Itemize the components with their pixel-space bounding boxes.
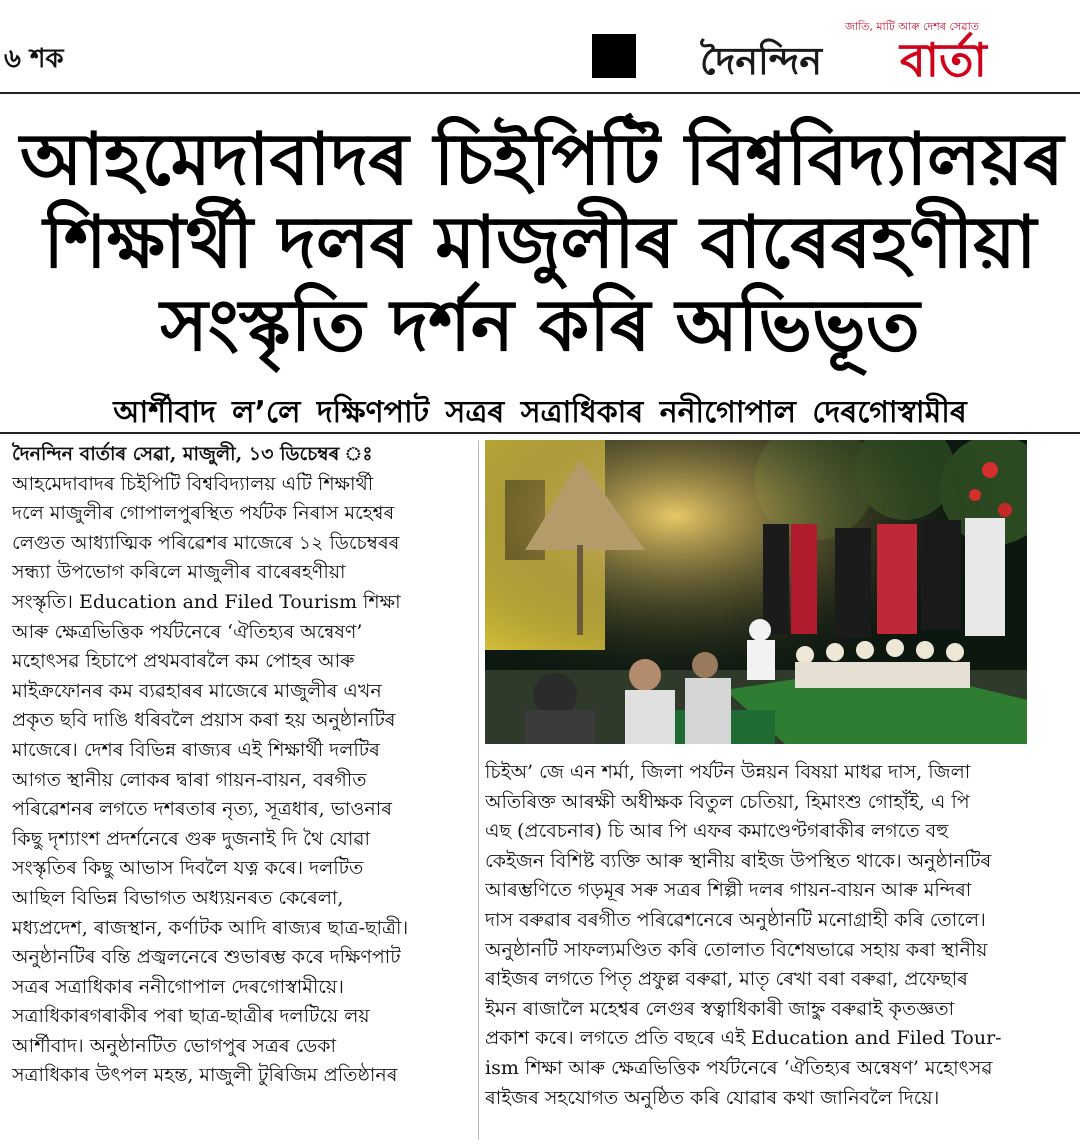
masthead-title-accent: বাৰ্তা — [900, 33, 987, 87]
body-line: ৰাইজৰ সহযোগত অনুষ্ঠিত কৰি যোৱাৰ কথা জানিবলৈ দিয়ে। — [485, 1086, 940, 1109]
body-line: দাস বৰুৱাৰ বৰগীত পৰিৱেশনেৰে অনুষ্ঠানটি মনোগ্ৰাহী কৰি তোলে। — [485, 908, 986, 931]
body-line: অনুষ্ঠানটি সাফল্যমণ্ডিত কৰি তোলাত বিশেষভাৱে সহায় কৰা স্থানীয় — [485, 938, 988, 961]
article-column-left — [12, 440, 472, 1140]
body-line: দলে মাজুলীৰ গোপালপুৰস্থিত পৰ্যটক নিৰাস মহেশ্বৰ — [12, 502, 395, 525]
article-headline — [20, 117, 1064, 367]
body-line: সংস্কৃতি। Education and Filed Tourism শিক্ষা — [12, 590, 401, 613]
headline-line: শিক্ষাৰ্থী দলৰ মাজুলীৰ বাৰেৰহণীয়া — [43, 200, 1037, 284]
body-line: আগত স্থানীয় লোকৰ দ্বাৰা গায়ন-বায়ন, বৰগীত — [12, 768, 367, 791]
body-line: ism শিক্ষা আৰু ক্ষেত্ৰভিত্তিক পৰ্যটনেৰে ‘ঐতিহ্যৰ অন্বেষণ’ মহোৎসৱ — [485, 1056, 993, 1079]
body-line: প্ৰকৃত ছবি দাঙি ধৰিবলৈ প্ৰয়াস কৰা হয় অনুষ্ঠানটিৰ — [12, 709, 396, 732]
article-photo — [485, 440, 1027, 744]
body-line: আহমেদাবাদৰ চিইপিটি বিশ্ববিদ্যালয় এটি শিক্ষাৰ্থী — [12, 472, 374, 495]
body-line: আৰ্শীবাদ। অনুষ্ঠানটিত ভোগপুৰ সত্ৰৰ ডেকা — [12, 1034, 337, 1057]
body-line: প্ৰকাশ কৰে। লগতে প্ৰতি বছৰে এই Education and Filed Tour- — [485, 1027, 1002, 1050]
body-line: সংস্কৃতিৰ কিছু আভাস দিবলৈ যত্ন কৰে। দলটিত — [12, 857, 364, 880]
header-rule — [0, 92, 1080, 94]
body-line: চিইঅ’ জে এন শৰ্মা, জিলা পৰ্যটন উন্নয়ন বিষয়া মাধৱ দাস, জিলা — [485, 761, 971, 783]
article-dateline: দৈনন্দিন বাৰ্তাৰ সেৱা, মাজুলী, ১৩ ডিচেম্বৰ ঃ — [12, 443, 373, 465]
body-line: আৰু ক্ষেত্ৰভিত্তিক পৰ্যটনেৰে ‘ঐতিহ্যৰ অন্বেষণ’ — [12, 620, 363, 643]
body-line: ইমন ৰাজালৈ মহেশ্বৰ লেগুৰ স্বত্বাধিকাৰী জাহ্নু বৰুৱাই কৃতজ্ঞতা — [485, 997, 955, 1020]
newspaper-header — [0, 0, 1080, 96]
edition-label: ৬ শক — [4, 44, 64, 74]
body-line: মধ্যপ্ৰদেশ, ৰাজস্থান, কৰ্ণাটক আদি ৰাজ্যৰ ছাত্ৰ-ছাত্ৰী। — [12, 916, 409, 939]
black-square-marker — [592, 34, 636, 78]
column-divider — [478, 440, 479, 1140]
body-line: অতিৰিক্ত আৰক্ষী অধীক্ষক বিতুল চেতিয়া, হিমাংশু গোহাঁই, এ পি — [485, 790, 970, 813]
body-line: পৰিৱেশনৰ লগতে দশৰতাৰ নৃত্য, সূত্ৰধাৰ, ভাওনাৰ — [12, 798, 392, 821]
body-line: অনুষ্ঠানটিৰ বন্তি প্ৰজ্বলনেৰে শুভাৰম্ভ কৰে দক্ষিণপাট — [12, 946, 401, 969]
body-line: সত্ৰাধিকাৰ উৎপল মহন্ত, মাজুলী টুৰিজিম প্ৰতিষ্ঠানৰ — [12, 1064, 398, 1087]
subhead-rule — [0, 432, 1080, 434]
body-line: আছিল বিভিন্ন বিভাগত অধ্যয়নৰত কেৰেলা, — [12, 886, 344, 909]
body-line: সত্ৰৰ সত্ৰাধিকাৰ ননীগোপাল দেৰগোস্বামীয়ে। — [12, 975, 344, 998]
body-line: সন্ধ্যা উপভোগ কৰিলে মাজুলীৰ বাৰেৰহণীয়া — [12, 561, 346, 584]
body-line: মাইক্ৰফোনৰ কম ব্যৱহাৰৰ মাজেৰে মাজুলীৰ এখন — [12, 679, 382, 702]
article-subheadline: আৰ্শীবাদ ল’লে দক্ষিণপাট সত্ৰৰ সত্ৰাধিকাৰ ননীগোপাল দেৰগোস্বামীৰ — [113, 395, 967, 430]
body-line: আৰম্ভণিতে গড়মূৰ সৰু সত্ৰৰ শিল্পী দলৰ গায়ন-বায়ন আৰু মন্দিৰা — [485, 879, 972, 902]
headline-line: আহমেদাবাদৰ চিইপিটি বিশ্ববিদ্যালয়ৰ — [20, 117, 1064, 201]
body-line: কিছু দৃশ্যাংশ প্ৰদৰ্শনেৰে গুৰু দুজনাই দি থৈ যোৱা — [12, 827, 370, 850]
body-line: সত্ৰাধিকাৰগৰাকীৰ পৰা ছাত্ৰ-ছাত্ৰীৰ দলটিয়ে লয় — [12, 1005, 370, 1028]
body-line: কেইজন বিশিষ্ট ব্যক্তি আৰু স্থানীয় ৰাইজ উপস্থিত থাকে। অনুষ্ঠানটিৰ — [485, 849, 992, 872]
body-line: ৰাইজৰ লগতে পিতৃ প্ৰফুল্ল বৰুৱা, মাতৃ ৰেখা বৰা বৰুৱা, প্ৰফেছাৰ — [485, 968, 968, 991]
masthead-title: দৈনন্দিন — [700, 39, 823, 83]
event-photo-illustration — [485, 440, 1027, 744]
body-line: লেগুত আধ্যাত্মিক পৰিৱেশৰ মাজেৰে ১২ ডিচেম্বৰৰ — [12, 531, 400, 554]
body-line: মহোৎসৱ হিচাপে প্ৰথমবাৰলৈ কম পোহৰ আৰু — [12, 650, 355, 673]
headline-line: সংস্কৃতি দৰ্শন কৰি অভিভূত — [160, 283, 920, 367]
masthead-tagline: জাতি, মাটি আৰু দেশৰ সেৱাত — [845, 20, 980, 33]
article-column-right — [485, 758, 1027, 1138]
body-line: এছ (প্ৰবেচনাৰ) চি আৰ পি এফৰ কমাণ্ডেণ্টগৰাকীৰ লগতে বহু — [485, 820, 949, 843]
body-line: মাজেৰে। দেশৰ বিভিন্ন ৰাজ্যৰ এই শিক্ষাৰ্থী দলটিৰ — [12, 738, 380, 761]
